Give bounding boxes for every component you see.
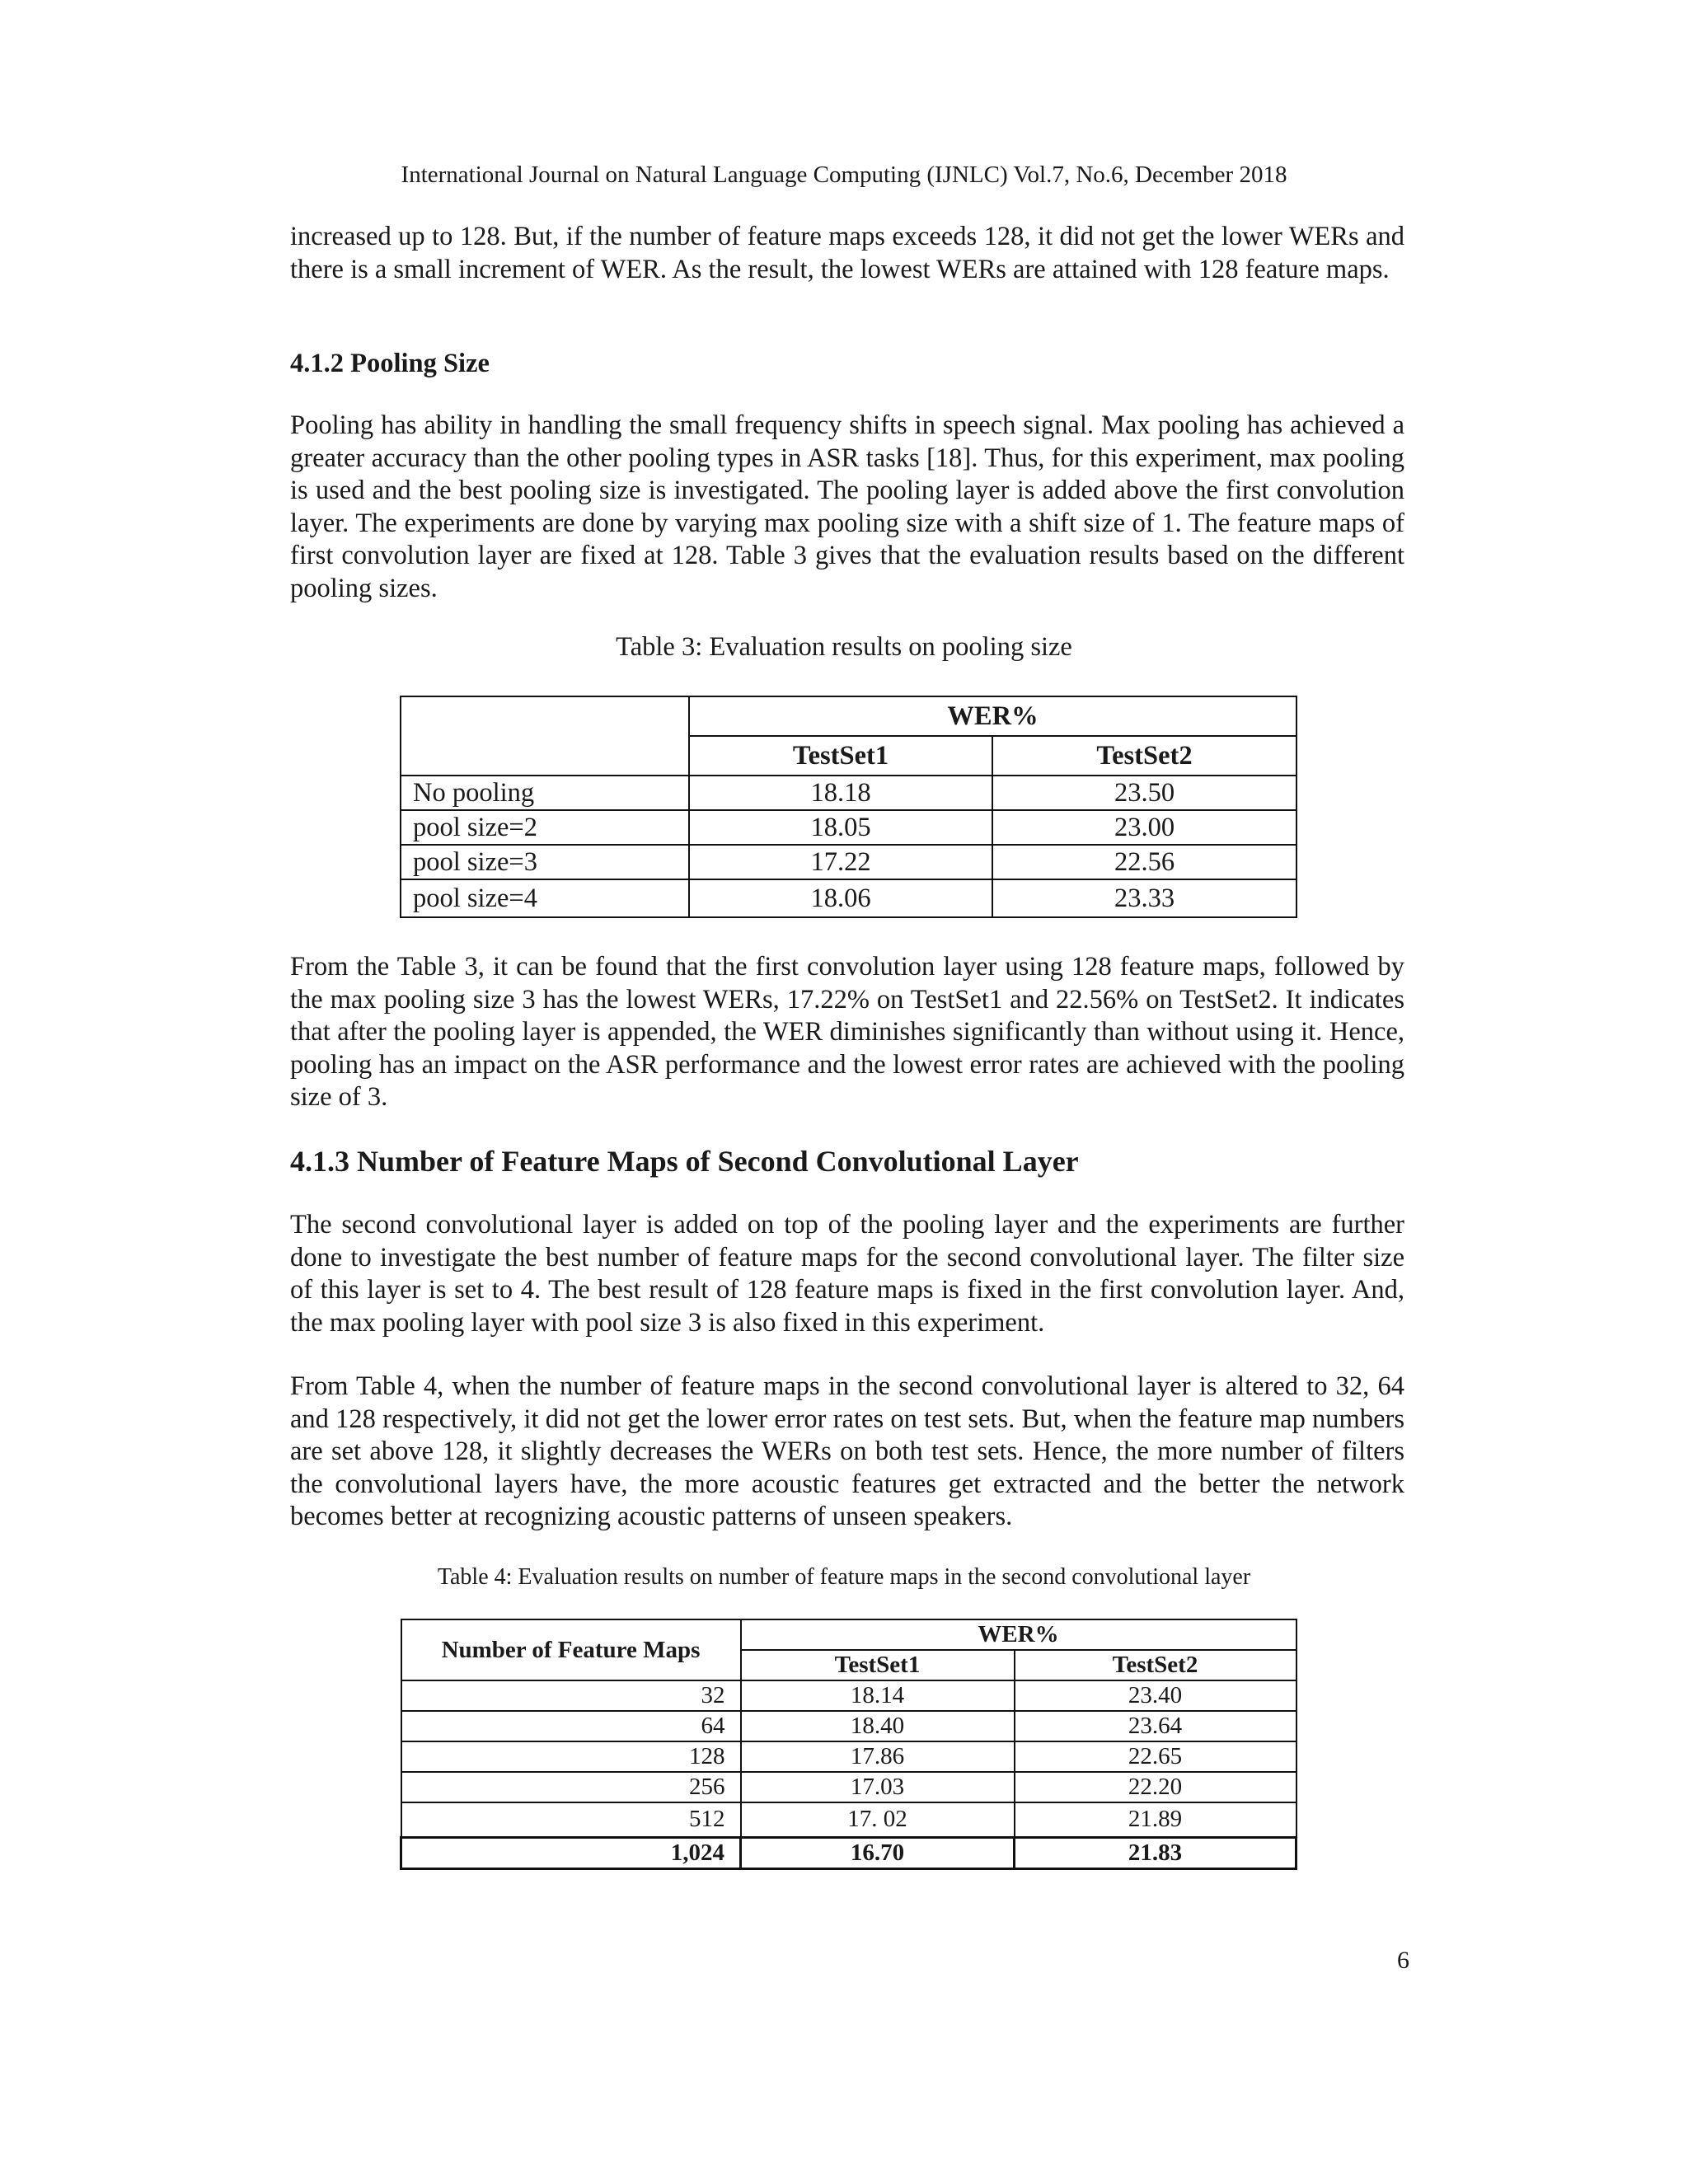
paragraph-pooling-intro: Pooling has ability in handling the small frequency shifts in speech signal. Max pooling has achieved a greater accuracy than the other pooling types in ASR tasks [18]. Thus, for this experiment, max pooling is used and the best pooling size is investigated. The pooling layer is added above the first convolution layer. The experiments are done by varying max pooling size with a shift size of 1. The feature maps of first convolution layer are fixed at 128. Table 3 gives that the evaluation results based on the different pooling sizes. xyxy=(290,410,1404,603)
table-row xyxy=(401,1711,1296,1741)
table3-empty-corner xyxy=(401,696,689,776)
table4-row-label: 1,024 xyxy=(401,1837,741,1868)
table-row xyxy=(401,1680,1296,1711)
table4-feature-maps xyxy=(400,1619,1297,1870)
running-header: International Journal on Natural Language Computing (IJNLC) Vol.7, No.6, December 2018 xyxy=(401,162,1287,188)
table4-caption: Table 4: Evaluation results on number of feature maps in the second convolutional layer xyxy=(437,1564,1251,1590)
table3-cell: 22.56 xyxy=(992,845,1296,879)
table4-cell: 21.83 xyxy=(1015,1837,1296,1868)
table3-col-testset1: TestSet1 xyxy=(689,736,992,776)
table4-row-label: 128 xyxy=(401,1741,741,1772)
table3-row-label: pool size=2 xyxy=(401,810,689,845)
table4-cell: 22.20 xyxy=(1015,1772,1296,1802)
table3-cell: 18.06 xyxy=(689,879,992,917)
table3-row-label: pool size=4 xyxy=(401,879,689,917)
table4-cell: 17.03 xyxy=(741,1772,1015,1802)
table-row xyxy=(401,1772,1296,1802)
table3-cell: 23.50 xyxy=(992,776,1296,810)
table4-cell: 23.40 xyxy=(1015,1680,1296,1711)
table4-cell: 18.40 xyxy=(741,1711,1015,1741)
table4-cell: 23.64 xyxy=(1015,1711,1296,1741)
table4-row-label: 64 xyxy=(401,1711,741,1741)
table4-col-testset2: TestSet2 xyxy=(1015,1650,1296,1680)
table-row xyxy=(401,810,1296,845)
table3-cell: 23.33 xyxy=(992,879,1296,917)
paragraph-table3-discussion: From the Table 3, it can be found that the first convolution layer using 128 feature maps, followed by the max pooling size 3 has the lowest WERs, 17.22% on TestSet1 and 22.56% on TestSet2. It indicates that after the pooling layer is appended, the WER diminishes significantly than without using it. Hence, pooling has an impact on the ASR performance and the lowest error rates are achieved with the pooling size of 3. xyxy=(290,952,1404,1112)
table-row xyxy=(401,845,1296,879)
table4-row-header: Number of Feature Maps xyxy=(401,1619,741,1680)
table3-cell: 17.22 xyxy=(689,845,992,879)
paragraph-table4-discussion: From Table 4, when the number of feature maps in the second convolutional layer is altered to 32, 64 and 128 respectively, it did not get the lower error rates on test sets. But, when the feature map numbers are set above 128, it slightly decreases the WERs on both test sets. Hence, the more number of filters the convolutional layers have, the more acoustic features get extracted and the better the network becomes better at recognizing acoustic patterns of unseen speakers. xyxy=(290,1371,1404,1531)
table-row-best xyxy=(401,1837,1296,1868)
table4-row-label: 32 xyxy=(401,1680,741,1711)
table3-row-label: No pooling xyxy=(401,776,689,810)
table4-cell: 18.14 xyxy=(741,1680,1015,1711)
table4-row-label: 256 xyxy=(401,1772,741,1802)
table3-col-testset2: TestSet2 xyxy=(992,736,1296,776)
table3-pooling-size xyxy=(400,696,1297,918)
table-row xyxy=(401,1802,1296,1837)
table4-group-header: WER% xyxy=(741,1619,1296,1650)
table4-row-label: 512 xyxy=(401,1802,741,1837)
table4-cell: 17. 02 xyxy=(741,1802,1015,1837)
table-row xyxy=(401,1741,1296,1772)
table-row xyxy=(401,879,1296,917)
table3-group-header: WER% xyxy=(689,696,1296,736)
table3-cell: 23.00 xyxy=(992,810,1296,845)
table4-cell: 21.89 xyxy=(1015,1802,1296,1837)
page-number: 6 xyxy=(1397,1947,1409,1974)
paragraph-second-conv-intro: The second convolutional layer is added on top of the pooling layer and the experiments are further done to investigate the best number of feature maps for the second convolutional layer. The filter size of this layer is set to 4. The best result of 128 feature maps is fixed in the first convolution layer. And, the max pooling layer with pool size 3 is also fixed in this experiment. xyxy=(290,1210,1404,1338)
paragraph-continuation: increased up to 128. But, if the number of feature maps exceeds 128, it did not get the lower WERs and there is a small increment of WER. As the result, the lowest WERs are attained with 128 feature maps. xyxy=(290,222,1404,284)
heading-4-1-3: 4.1.3 Number of Feature Maps of Second Convolutional Layer xyxy=(290,1145,1079,1178)
table-row xyxy=(401,776,1296,810)
table4-cell: 22.65 xyxy=(1015,1741,1296,1772)
table4-cell: 17.86 xyxy=(741,1741,1015,1772)
table3-cell: 18.18 xyxy=(689,776,992,810)
table4-cell: 16.70 xyxy=(741,1837,1015,1868)
table3-caption: Table 3: Evaluation results on pooling size xyxy=(616,632,1072,662)
heading-4-1-2: 4.1.2 Pooling Size xyxy=(290,349,490,378)
table3-row-label: pool size=3 xyxy=(401,845,689,879)
table4-col-testset1: TestSet1 xyxy=(741,1650,1015,1680)
table3-cell: 18.05 xyxy=(689,810,992,845)
